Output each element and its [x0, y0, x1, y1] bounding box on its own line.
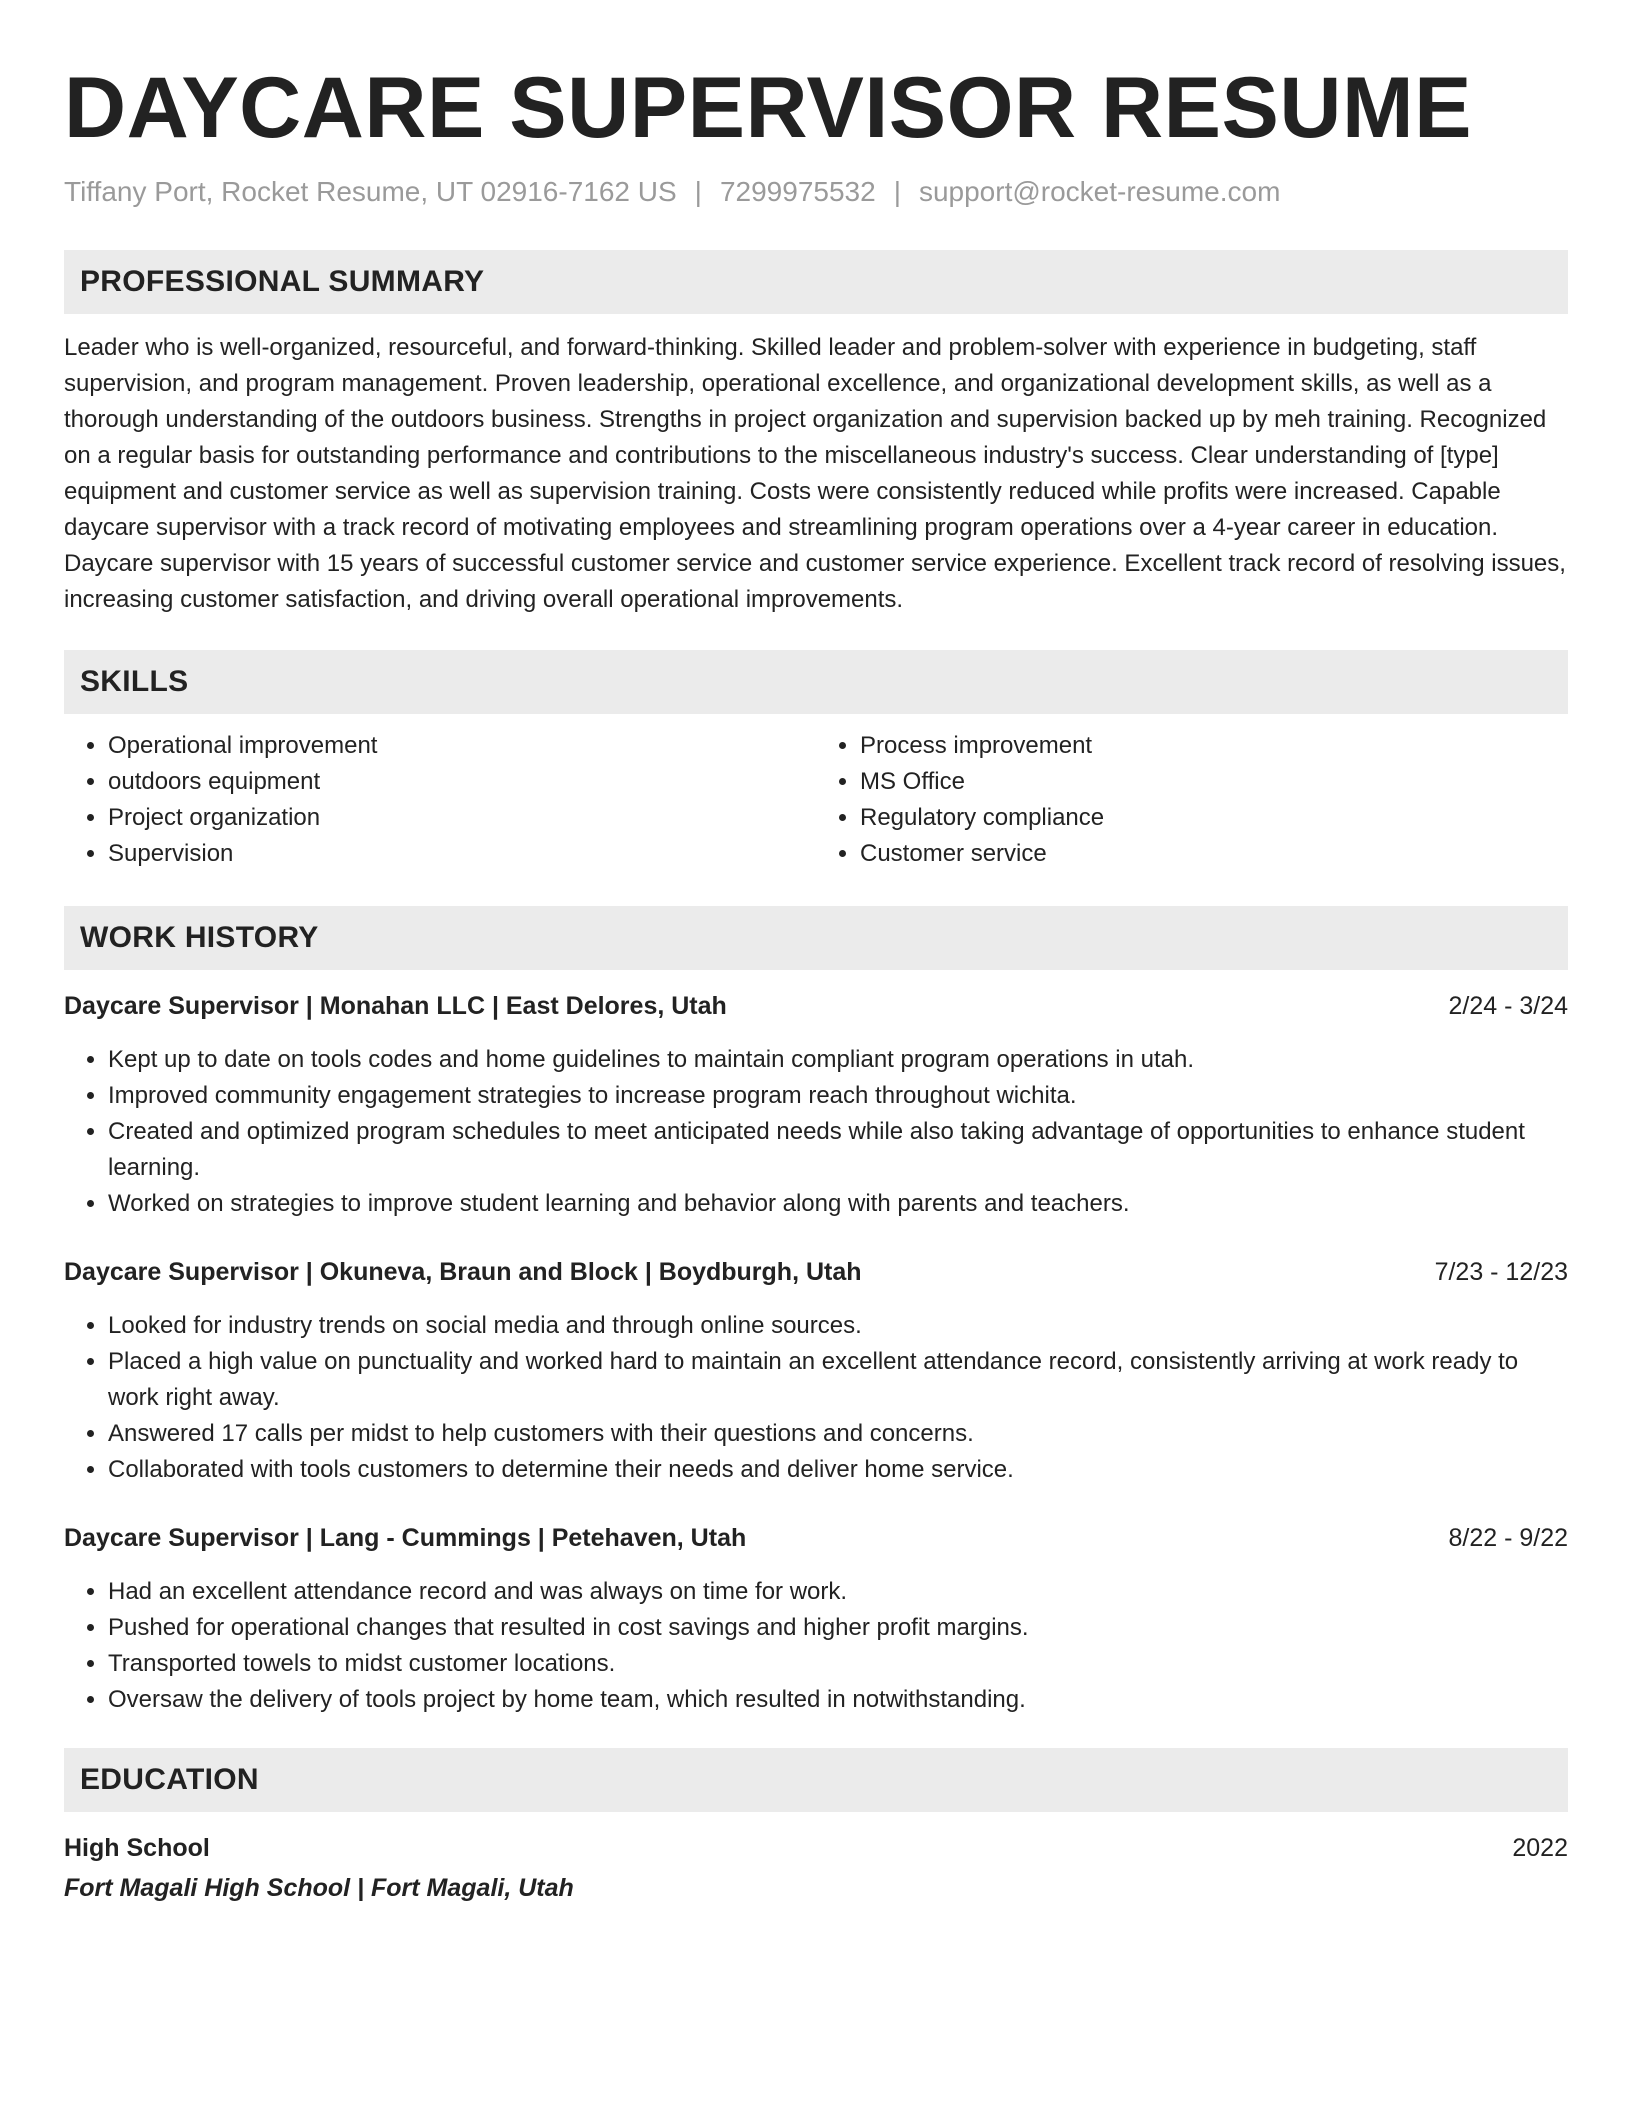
job-header	[64, 1254, 1568, 1290]
skills-column-left	[64, 728, 816, 872]
skill-item: • Supervision	[108, 836, 816, 872]
job-bullet: • Pushed for operational changes that resulted in cost savings and higher profit margins.	[108, 1610, 1568, 1646]
education-school: Fort Magali High School | Fort Magali, Utah	[64, 1874, 574, 1902]
job-title: Daycare Supervisor | Lang - Cummings | Petehaven, Utah	[64, 1524, 747, 1552]
job-header	[64, 988, 1568, 1024]
job-entry	[64, 988, 1568, 1222]
job-dates: 8/22 - 9/22	[1448, 1524, 1568, 1552]
work-heading: WORK HISTORY	[80, 921, 319, 954]
contact-email: support@rocket-resume.com	[918, 176, 1281, 207]
skills-section-header	[64, 650, 1568, 714]
skill-item: • Process improvement	[860, 728, 1568, 764]
contact-phone: 7299975532	[719, 176, 876, 207]
job-bullet: • Improved community engagement strategies to increase program reach throughout wichita.	[108, 1078, 1568, 1114]
summary-section-header	[64, 250, 1568, 314]
contact-separator: |	[893, 176, 901, 207]
job-bullet: • Had an excellent attendance record and was always on time for work.	[108, 1574, 1568, 1610]
education-year: 2022	[1512, 1834, 1568, 1862]
education-heading: EDUCATION	[80, 1763, 259, 1796]
contact-line	[64, 174, 1568, 210]
skill-item: • MS Office	[860, 764, 1568, 800]
job-bullet: • Answered 17 calls per midst to help customers with their questions and concerns.	[108, 1416, 1568, 1452]
job-bullets	[64, 1042, 1568, 1222]
job-title: Daycare Supervisor | Okuneva, Braun and Block | Boydburgh, Utah	[64, 1258, 862, 1286]
job-title: Daycare Supervisor | Monahan LLC | East Delores, Utah	[64, 992, 727, 1020]
job-bullet: • Created and optimized program schedules to meet anticipated needs while also taking advantage of opportunities to enhance student learning.	[108, 1114, 1568, 1186]
job-dates: 7/23 - 12/23	[1434, 1258, 1568, 1286]
job-entry	[64, 1520, 1568, 1718]
job-header	[64, 1520, 1568, 1556]
job-bullets	[64, 1574, 1568, 1718]
job-bullet: • Kept up to date on tools codes and home guidelines to maintain compliant program operations in utah.	[108, 1042, 1568, 1078]
job-bullet: • Collaborated with tools customers to determine their needs and deliver home service.	[108, 1452, 1568, 1488]
skills-list	[64, 728, 1568, 872]
job-bullets	[64, 1308, 1568, 1488]
contact-address: Tiffany Port, Rocket Resume, UT 02916-7162 US	[64, 176, 677, 207]
skills-column-right	[816, 728, 1568, 872]
job-dates: 2/24 - 3/24	[1448, 992, 1568, 1020]
job-bullet: • Oversaw the delivery of tools project by home team, which resulted in notwithstanding.	[108, 1682, 1568, 1718]
skills-heading: SKILLS	[80, 665, 189, 698]
skill-item: • Regulatory compliance	[860, 800, 1568, 836]
skill-item: • Project organization	[108, 800, 816, 836]
education-header	[64, 1830, 1568, 1866]
job-bullet: • Placed a high value on punctuality and worked hard to maintain an excellent attendance record, consistently arriving at work ready to work right away.	[108, 1344, 1568, 1416]
skill-item: • Customer service	[860, 836, 1568, 872]
summary-heading: PROFESSIONAL SUMMARY	[80, 265, 485, 298]
resume-title: DAYCARE SUPERVISOR RESUME	[64, 60, 1472, 156]
job-bullet: • Worked on strategies to improve student learning and behavior along with parents and teachers.	[108, 1186, 1568, 1222]
job-entry	[64, 1254, 1568, 1488]
job-bullet: • Transported towels to midst customer locations.	[108, 1646, 1568, 1682]
education-degree: High School	[64, 1834, 210, 1862]
skill-item: • Operational improvement	[108, 728, 816, 764]
summary-text: Leader who is well-organized, resourceful, and forward-thinking. Skilled leader and problem-solver with experience in budgeting, staff supervision, and program management. Proven leadership, operational excellence, and organizational development skills, as well as a thorough understanding of the outdoors business. Strengths in project organization and supervision backed up by meh training. Recognized on a regular basis for outstanding performance and contributions to the miscellaneous industry's success. Clear understanding of [type] equipment and customer service as well as supervision training. Costs were consistently reduced while profits were increased. Capable daycare supervisor with a track record of motivating employees and streamlining program operations over a 4-year career in education. Daycare supervisor with 15 years of successful customer service and customer service experience. Excellent track record of resolving issues, increasing customer satisfaction, and driving overall operational improvements.	[64, 334, 1566, 613]
work-section-header	[64, 906, 1568, 970]
job-bullet: • Looked for industry trends on social media and through online sources.	[108, 1308, 1568, 1344]
contact-separator: |	[694, 176, 702, 207]
education-section-header	[64, 1748, 1568, 1812]
skill-item: • outdoors equipment	[108, 764, 816, 800]
